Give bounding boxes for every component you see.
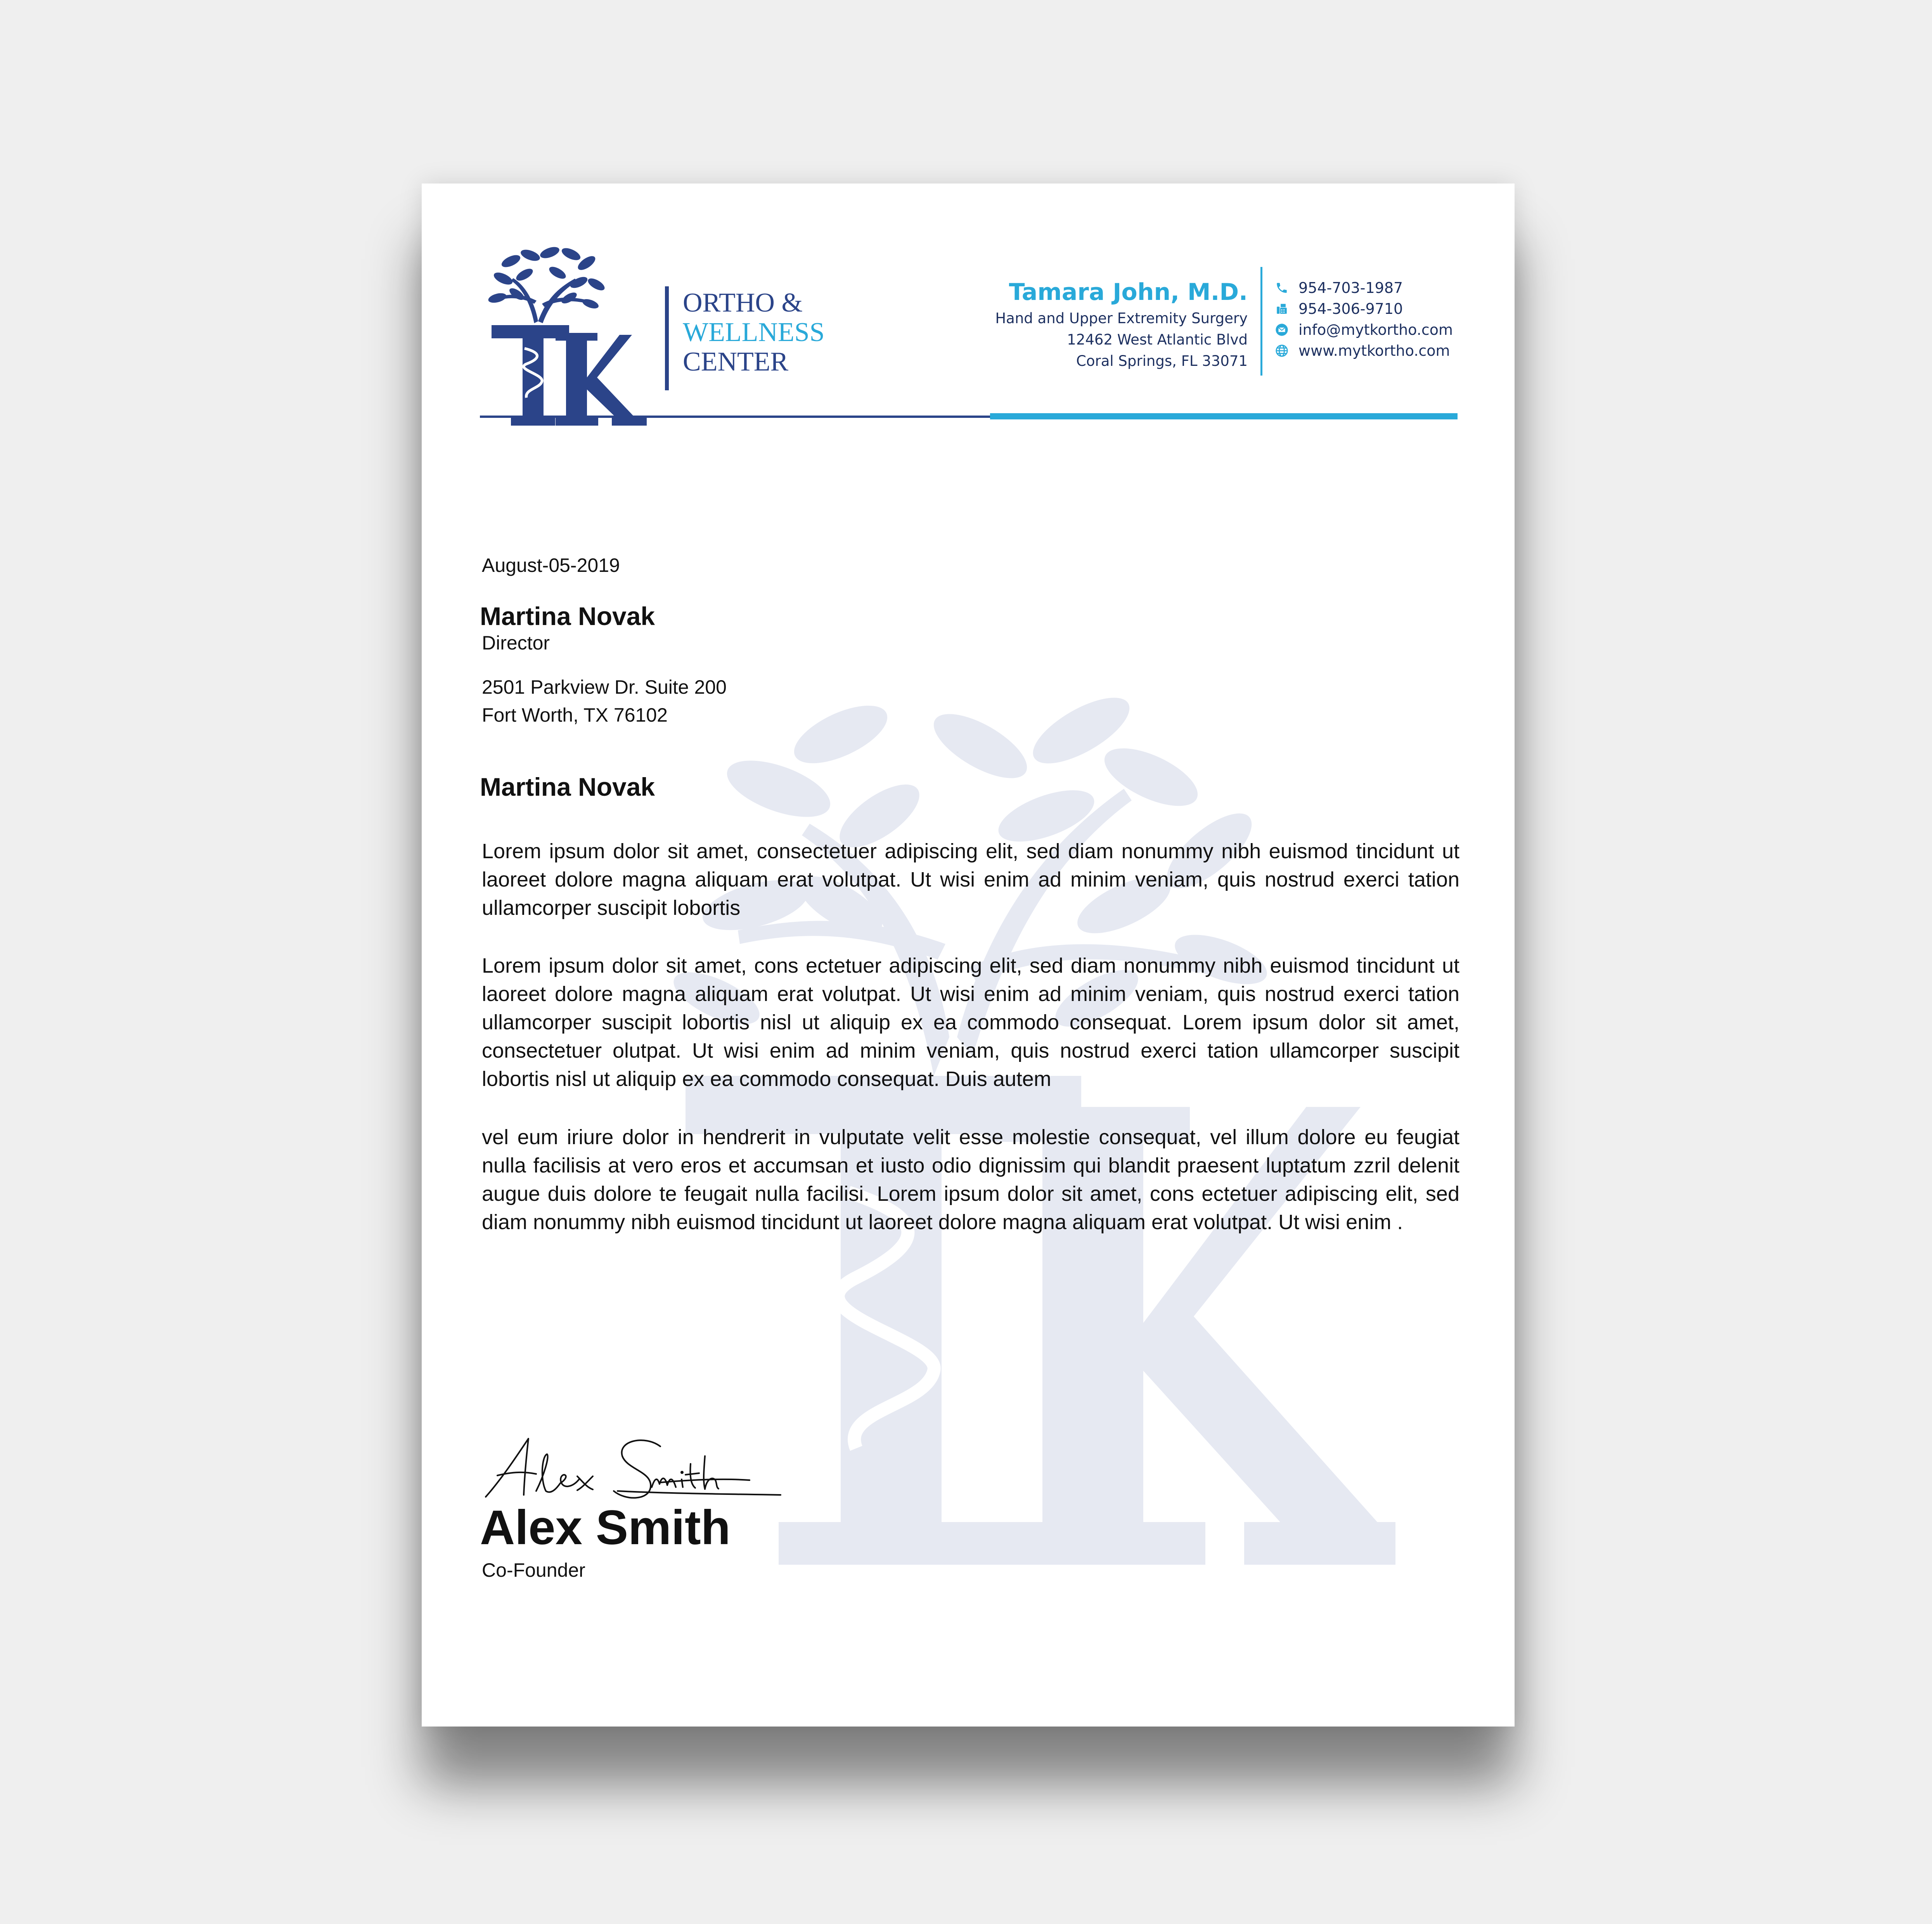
- logo-line-3: CENTER: [683, 347, 789, 377]
- tree-tk-logo-icon: [488, 246, 654, 436]
- email-icon: [1275, 323, 1288, 336]
- doctor-city: Coral Springs, FL 33071: [1076, 353, 1248, 369]
- logo-wordmark: [683, 288, 825, 377]
- signer-name: Alex Smith: [480, 1501, 731, 1555]
- address-line-2: Fort Worth, TX 76102: [482, 704, 668, 726]
- contact-fax-text: 954-306-9710: [1298, 300, 1403, 317]
- header-rule-cyan: [990, 413, 1458, 419]
- logo-divider: [665, 286, 669, 390]
- doctor-street: 12462 West Atlantic Blvd: [1067, 331, 1248, 348]
- address-line-1: 2501 Parkview Dr. Suite 200: [482, 676, 727, 698]
- contact-divider: [1260, 267, 1262, 376]
- header-rule-navy: [480, 416, 992, 418]
- body-paragraph-3: vel eum iriure dolor in hendrerit in vulputate velit esse molestie consequat, vel illum dolore eu feugiat nulla facilisis at vero eros et accumsan et iusto odio dignissim qui blandit praesent luptatum zzril delenit augue duis dolore te feugait nulla facilisi. Lorem ipsum dolor sit amet, cons ectetuer adipiscing elit, sed diam nonummy nibh euismod tincidunt ut laoreet dolore magna aliquam erat volutpat. Ut wisi enim .: [482, 1126, 1459, 1234]
- signer-title: Co-Founder: [482, 1559, 585, 1581]
- contact-website-text: www.mytkortho.com: [1298, 342, 1450, 359]
- phone-icon: [1275, 281, 1288, 294]
- contact-fax: [1275, 298, 1453, 319]
- recipient-title: Director: [482, 632, 550, 654]
- logo-line-2: WELLNESS: [683, 317, 825, 347]
- body-paragraph-1: Lorem ipsum dolor sit amet, consectetuer adipiscing elit, sed diam nonummy nibh euismod tincidunt ut laoreet dolore magna aliquam erat volutpat. Ut wisi enim ad minim veniam, quis nostrud exerci tation ullamcorper suscipit lobortis: [482, 840, 1459, 920]
- doctor-name: Tamara John, M.D.: [1009, 279, 1248, 306]
- logo-line-1: ORTHO &: [683, 288, 803, 318]
- contact-website: [1275, 340, 1453, 361]
- letter-date: August-05-2019: [482, 554, 620, 576]
- salutation: Martina Novak: [480, 772, 655, 801]
- signature-image: [478, 1433, 788, 1503]
- doctor-specialty: Hand and Upper Extremity Surgery: [995, 310, 1248, 327]
- contact-list: [1275, 277, 1453, 361]
- contact-email: [1275, 319, 1453, 340]
- recipient-address: [482, 673, 727, 729]
- doctor-info: [995, 277, 1248, 372]
- contact-email-text: info@mytkortho.com: [1298, 321, 1453, 338]
- contact-phone-text: 954-703-1987: [1298, 279, 1403, 296]
- letterhead-page: [422, 184, 1515, 1727]
- body-paragraph-2: Lorem ipsum dolor sit amet, cons ectetuer adipiscing elit, sed diam nonummy nibh euismod tincidunt ut laoreet dolore magna aliquam erat volutpat. Ut wisi enim ad minim veniam, quis nostrud exerci tation ullamcorper suscipit lobortis nisl ut aliquip ex ea commodo consequat. Lorem ipsum dolor sit amet, consectetuer olutpat. Ut wisi enim ad minim veniam, quis nostrud exerci tation ullamcorper suscipit lobortis nisl ut aliquip ex ea commodo consequat. Duis autem: [482, 954, 1459, 1091]
- recipient-name: Martina Novak: [480, 602, 655, 630]
- contact-phone: [1275, 277, 1453, 298]
- globe-icon: [1275, 344, 1288, 357]
- fax-icon: [1275, 302, 1288, 315]
